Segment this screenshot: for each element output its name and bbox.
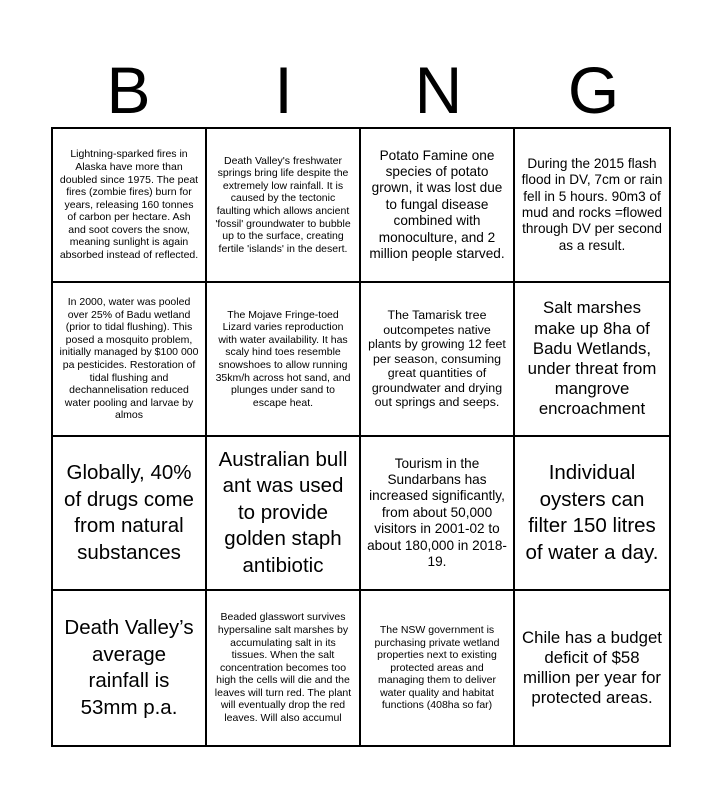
bingo-cell-r4c1[interactable]: Death Valley’s average rainfall is 53mm p.a. <box>53 591 207 745</box>
title-letter-g: G <box>567 53 620 127</box>
bingo-cell-r3c4[interactable]: Individual oysters can filter 150 litres of water a day. <box>515 437 669 591</box>
bingo-cell-r1c2[interactable]: Death Valley's freshwater springs bring life despite the extremely low rainfall. It is caused by the tectonic faulting which allows ancient 'fossil' groundwater to bubble up to the surface, creating fertile 'islands' in the desert. <box>207 129 361 283</box>
bingo-cell-r3c3[interactable]: Tourism in the Sundarbans has increased significantly, from about 50,000 visitors in 2001-02 to about 180,000 in 2018-19. <box>361 437 515 591</box>
bingo-cell-r2c2[interactable]: The Mojave Fringe-toed Lizard varies reproduction with water availability. It has scaly hind toes resemble snowshoes to allow running 35km/h across hot sand, and plunges under sand to escape heat. <box>207 283 361 437</box>
title-letter-n: N <box>414 53 463 127</box>
bingo-cell-r1c4[interactable]: During the 2015 flash flood in DV, 7cm or rain fell in 5 hours. 90m3 of mud and rocks =flowed through DV per second as a result. <box>515 129 669 283</box>
bingo-cell-r1c3[interactable]: Potato Famine one species of potato grown, it was lost due to fungal disease combined with monoculture, and 2 million people starved. <box>361 129 515 283</box>
bingo-cell-r2c3[interactable]: The Tamarisk tree outcompetes native plants by growing 12 feet per season, consuming great quantities of groundwater and drying out springs and seeps. <box>361 283 515 437</box>
bingo-cell-r4c4[interactable]: Chile has a budget deficit of $58 million per year for protected areas. <box>522 627 662 708</box>
bingo-title <box>51 52 671 128</box>
bingo-cell-r3c2[interactable]: Australian bull ant was used to provide golden staph antibiotic <box>207 437 361 591</box>
bingo-cell-r2c4[interactable]: Salt marshes make up 8ha of Badu Wetlands, under threat from mangrove encroachment <box>515 283 669 437</box>
bingo-board <box>51 127 671 747</box>
bingo-cell-r3c1[interactable]: Globally, 40% of drugs come from natural substances <box>53 437 207 591</box>
bingo-cell-r4c2[interactable]: Beaded glasswort survives hypersaline salt marshes by accumulating salt in its tissues. When the salt concentration becomes too high the cells will die and the leaves will turn red. The plant will eventually drop the red leaves. Will also accumul <box>207 591 361 745</box>
bingo-cell-r4c3[interactable]: The NSW government is purchasing private wetland properties next to existing protected areas and managing them to deliver water quality and habitat functions (408ha so far) <box>361 591 515 745</box>
title-letter-b: B <box>106 53 151 127</box>
bingo-cell-r1c1[interactable]: Lightning-sparked fires in Alaska have more than doubled since 1975. The peat fires (zombie fires) burn for years, releasing 160 tonnes of carbon per hectare. Ash and soot covers the snow, meaning sunlight is again absorbed instead of reflected. <box>53 129 207 283</box>
title-letter-i: I <box>274 53 293 127</box>
bingo-cell-r2c1[interactable]: In 2000, water was pooled over 25% of Badu wetland (prior to tidal flushing). This posed a mosquito problem, initially managed by $100 000 pa pesticides. Restoration of tidal flushing and dechannelisation reduced water pooling and larvae by almos <box>53 283 207 437</box>
